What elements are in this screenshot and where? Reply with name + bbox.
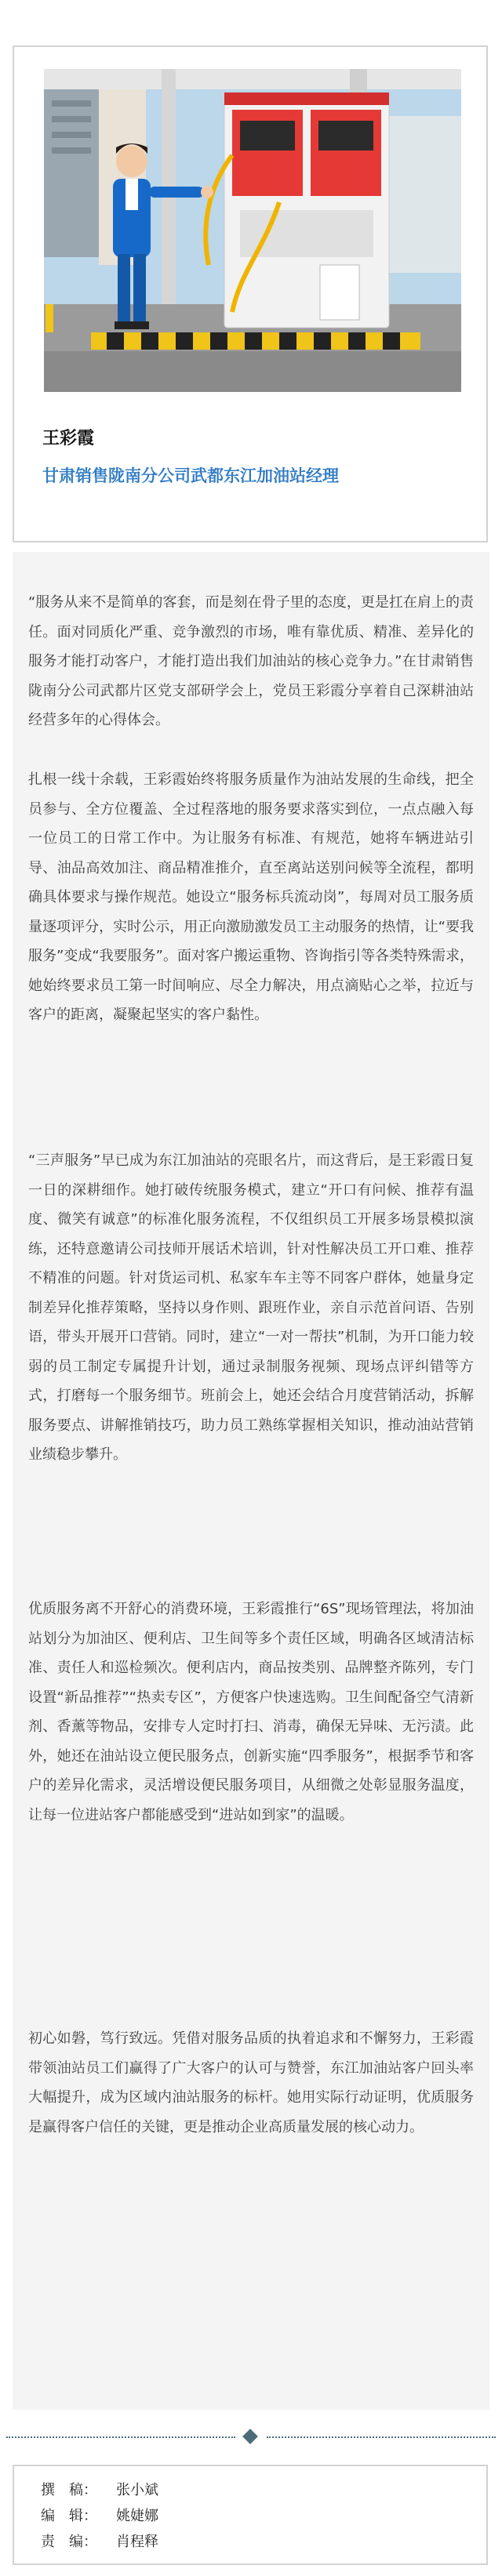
- credit-chief-editor: [41, 2532, 158, 2552]
- credits-box: [13, 2465, 488, 2565]
- credit-chief-editor-label: 责 编：: [41, 2534, 97, 2550]
- credit-editor: [41, 2506, 158, 2527]
- credit-editor-name: 姚婕娜: [116, 2508, 158, 2524]
- diamond-icon: [242, 2429, 258, 2444]
- credit-chief-editor-name: 肖程释: [116, 2534, 158, 2550]
- divider-line-left: [6, 2436, 235, 2438]
- paragraph-2: 扎根一线十余载，王彩霞始终将服务质量作为油站发展的生命线，把全员参与、全方位覆盖、全过程落地的服务要求落实到位，一点点融入每一位员工的日常工作中。为让服务有标准、有规范，她将车辆进站引导、油品高效加注、商品精准推介，直至离站送别问候等全流程，都明确具体要求与操作规范。她设立“服务标兵流动岗”，每周对员工服务质量逐项评分，实时公示，用正向激励激发员工主动服务的热情，让“要我服务”变成“我要服务”。面对客户搬运重物、咨询指引等各类特殊需求，她始终要求员工第一时间响应、尽全力解决，用点滴贴心之举，拉近与客户的距离，凝聚起坚实的客户黏性。: [28, 771, 474, 1023]
- credit-writer: [41, 2480, 158, 2501]
- credit-writer-name: 张小斌: [116, 2482, 158, 2498]
- section-divider: [6, 2429, 496, 2445]
- gas-station-attendant-photo-icon: [44, 69, 461, 392]
- article-body: [13, 552, 489, 2410]
- person-name: 王彩霞: [42, 429, 95, 448]
- person-title: 甘肃销售陇南分公司武都东江加油站经理: [42, 466, 339, 485]
- credit-writer-label: 撰 稿：: [41, 2482, 97, 2498]
- paragraph-3: “三声服务”早已成为东江加油站的亮眼名片，而这背后，是王彩霞日复一日的深耕细作。她打破传统服务模式，建立“开口有问候、推荐有温度、微笑有诚意”的标准化服务流程，不仅组织员工开展多场景模拟演练，还特意邀请公司技师开展话术培训，针对性解决员工开口难、推荐不精准的问题。针对货运司机、私家车车主等不同客户群体，她量身定制差异化推荐策略，坚持以身作则、跟班作业，亲自示范首问语、告别语，带头开展开口营销。同时，建立“一对一帮扶”机制，为开口能力较弱的员工制定专属提升计划，通过录制服务视频、现场点评纠错等方式，打磨每一个服务细节。班前会上，她还会结合月度营销活动，拆解服务要点、讲解推销技巧，助力员工熟练掌握相关知识，推动油站营销业绩稳步攀升。: [28, 1152, 474, 1463]
- profile-card: [13, 45, 488, 542]
- paragraph-1: “服务从来不是简单的客套，而是刻在骨子里的态度，更是扛在肩上的责任。面对同质化严重、竞争激烈的市场，唯有靠优质、精准、差异化的服务才能打动客户，才能打造出我们加油站的核心竞争力。”在甘肃销售陇南分公司武都片区党支部研学会上，党员王彩霞分享着自己深耕油站经营多年的心得体会。: [28, 594, 474, 728]
- divider-line-right: [267, 2436, 496, 2438]
- paragraph-5: 初心如磐，笃行致远。凭借对服务品质的执着追求和不懈努力，王彩霞带领油站员工们赢得了广大客户的认可与赞誉，东江加油站客户回头率大幅提升，成为区域内油站服务的标杆。她用实际行动证明，优质服务是赢得客户信任的关键，更是推动企业高质量发展的核心动力。: [28, 2030, 474, 2135]
- paragraph-4: 优质服务离不开舒心的消费环境，王彩霞推行“6S”现场管理法，将加油站划分为加油区、便利店、卫生间等多个责任区域，明确各区域清洁标准、责任人和巡检频次。便利店内，商品按类别、品牌整齐陈列，专门设置“新品推荐”“热卖专区”，方便客户快速选购。卫生间配备空气清新剂、香薰等物品，安排专人定时打扫、消毒，确保无异味、无污渍。此外，她还在油站设立便民服务点，创新实施“四季服务”，根据季节和客户的差异化需求，灵活增设便民服务项目，从细微之处彰显服务温度，让每一位进站客户都能感受到“进站如到家”的温暖。: [28, 1601, 474, 1823]
- credit-editor-label: 编 辑：: [41, 2508, 97, 2524]
- attendant-photo: [44, 69, 461, 392]
